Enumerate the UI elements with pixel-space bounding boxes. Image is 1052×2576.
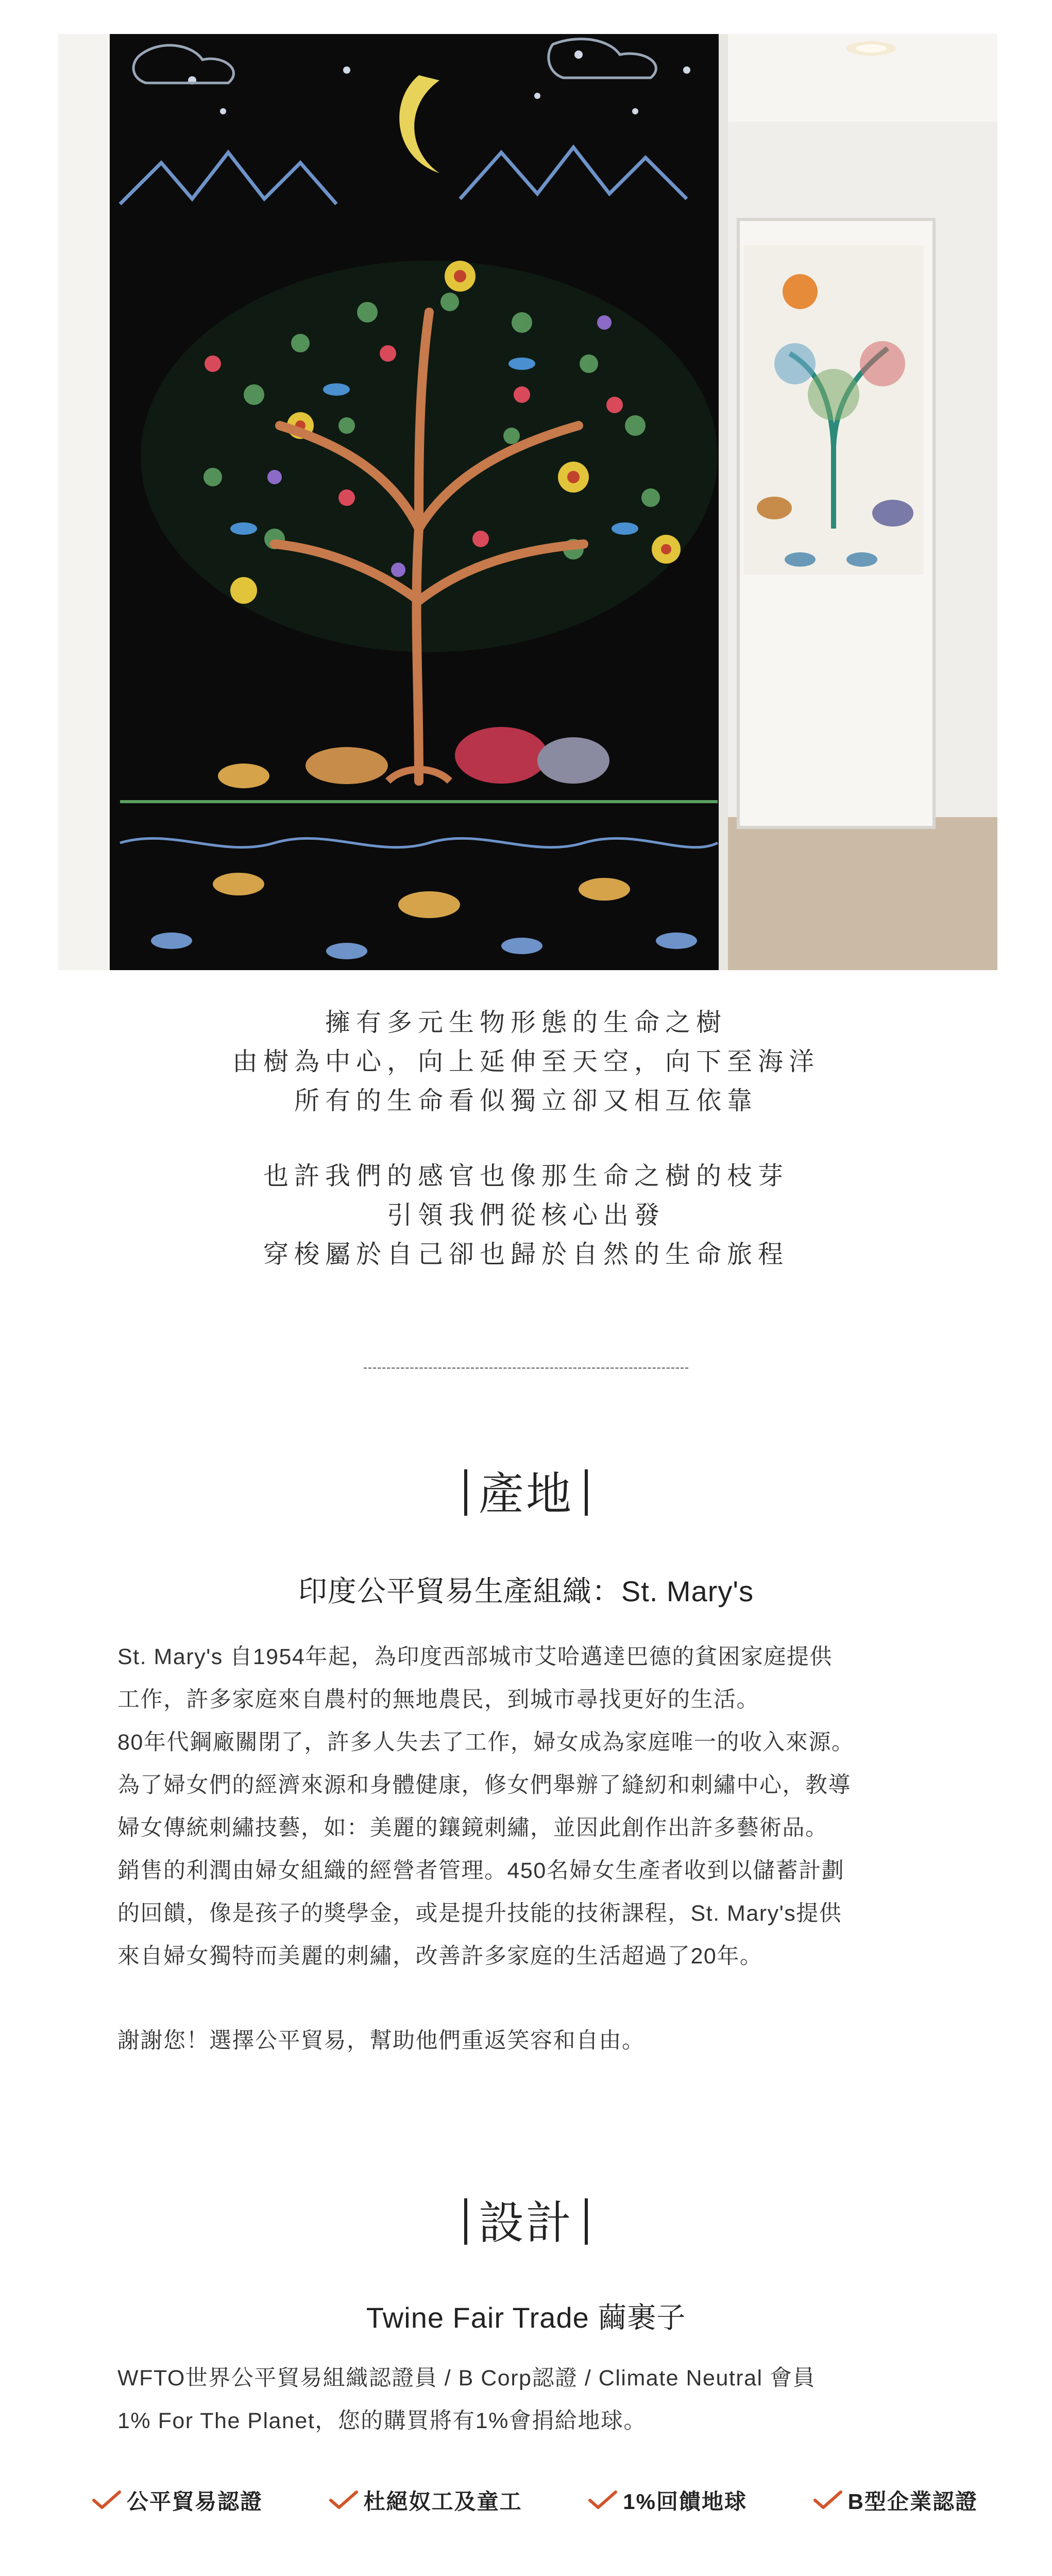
origin-line: 婦女傳統刺繡技藝，如：美麗的鑲鏡刺繡，並因此創作出許多藝術品。 <box>117 1816 828 1840</box>
intro-line: 擁有多元生物形態的生命之樹 <box>325 1009 727 1037</box>
origin-paragraph <box>117 1636 942 1978</box>
origin-line: St. Mary's 自1954年起，為印度西部城市艾哈邁達巴德的貧困家庭提供 <box>117 1645 833 1669</box>
title-bar <box>585 2198 588 2245</box>
origin-thanks: 謝謝您！選擇公平貿易，幫助他們重返笑容和自由。 <box>117 2028 645 2053</box>
origin-line: 來自婦女獨特而美麗的刺繡，改善許多家庭的生活超過了20年。 <box>117 1944 763 1969</box>
design-subtitle: Twine Fair Trade 繭裹子 <box>366 2301 686 2334</box>
origin-line: 工作，許多家庭來自農村的無地農民，到城市尋找更好的生活。 <box>117 1687 759 1712</box>
intro-poem-block-1 <box>0 1003 1052 1121</box>
check-icon <box>329 2490 359 2511</box>
intro-line: 所有的生命看似獨立卻又相互依靠 <box>294 1087 758 1115</box>
badge-b-corp <box>813 2485 978 2516</box>
title-bar <box>464 1469 467 1516</box>
intro-poem-block-2 <box>0 1157 1052 1274</box>
tapestry-illustration <box>58 34 997 970</box>
section-title-origin <box>0 1458 1052 1523</box>
check-icon <box>588 2490 618 2511</box>
intro-line: 由樹為中心，向上延伸至天空，向下至海洋 <box>232 1048 820 1076</box>
section-title-design <box>0 2187 1052 2252</box>
origin-line: 為了婦女們的經濟來源和身體健康，修女們舉辦了縫紉和刺繡中心，教導 <box>117 1773 851 1798</box>
intro-line: 引領我們從核心出發 <box>386 1201 665 1229</box>
design-paragraph <box>117 2357 942 2443</box>
badge-label: 公平貿易認證 <box>127 2489 263 2514</box>
intro-line: 也許我們的感官也像那生命之樹的枝芽 <box>263 1162 789 1190</box>
title-bar <box>464 2198 467 2245</box>
origin-line: 的回饋，像是孩子的獎學金，或是提升技能的技術課程，St. Mary's提供 <box>117 1901 842 1926</box>
check-icon <box>92 2490 122 2511</box>
badge-one-percent <box>588 2485 747 2516</box>
origin-line: 80年代鋼廠關閉了，許多人失去了工作，婦女成為家庭唯一的收入來源。 <box>117 1730 855 1755</box>
badge-label: 杜絕奴工及童工 <box>363 2489 522 2514</box>
origin-line: 銷售的利潤由婦女組織的經營者管理。450名婦女生產者收到以儲蓄計劃 <box>117 1858 845 1883</box>
badge-no-child-labor <box>329 2485 522 2516</box>
badge-fair-trade <box>92 2485 263 2516</box>
section-title-text: 產地 <box>478 1468 573 1519</box>
hero-photo <box>58 34 997 970</box>
check-icon <box>813 2490 843 2511</box>
section-title-text: 設計 <box>478 2197 573 2248</box>
origin-subtitle: 印度公平貿易生產組織：St. Mary's <box>298 1575 754 1607</box>
divider <box>364 1367 688 1369</box>
title-bar <box>585 1469 588 1516</box>
design-line: WFTO世界公平貿易組織認證員 / B Corp認證 / Climate Neutral 會員 <box>117 2366 816 2391</box>
certification-badges <box>92 2477 978 2523</box>
badge-label: B型企業認證 <box>847 2489 978 2514</box>
intro-line: 穿梭屬於自己卻也歸於自然的生命旅程 <box>263 1241 789 1268</box>
badge-label: 1%回饋地球 <box>623 2489 747 2514</box>
design-line: 1% For The Planet，您的購買將有1%會捐給地球。 <box>117 2409 647 2433</box>
